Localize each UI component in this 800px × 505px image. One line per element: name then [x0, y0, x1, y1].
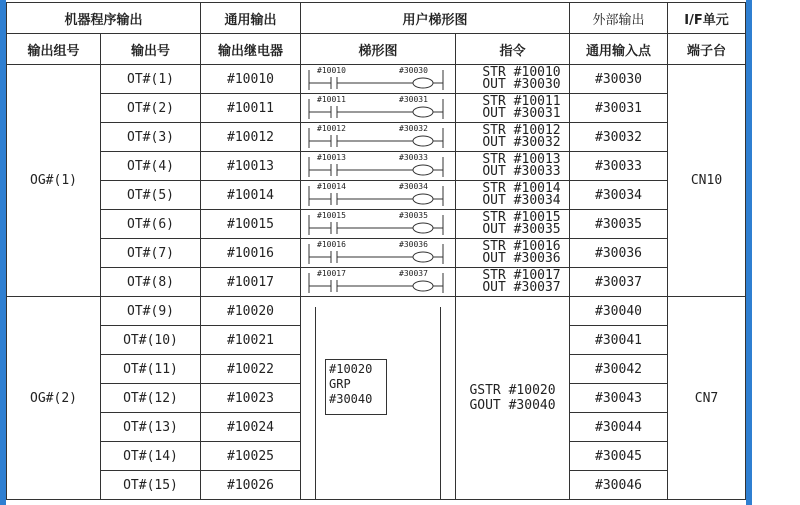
output-no-cell: OT#(14) — [101, 442, 201, 471]
general-input-cell: #30040 — [570, 297, 668, 326]
header-user-ladder: 用户梯形图 — [301, 3, 570, 34]
instruction-line-1: STR #10013 — [482, 152, 561, 167]
group-instruction-line: GSTR #10020 — [469, 383, 556, 398]
ladder-rung-cell — [301, 65, 456, 94]
general-input-cell: #30035 — [570, 210, 668, 239]
header-output-relay: 输出继电器 — [201, 34, 301, 65]
output-no-cell: OT#(12) — [101, 384, 201, 413]
output-no-cell: OT#(9) — [101, 297, 201, 326]
general-input-cell: #30032 — [570, 123, 668, 152]
grp-box-line: #30040 — [329, 392, 373, 406]
output-relay-cell: #10011 — [201, 94, 301, 123]
contact-label: #10012 — [317, 124, 346, 133]
io-allocation-table — [6, 2, 746, 500]
output-relay-cell: #10025 — [201, 442, 301, 471]
instruction-cell — [456, 210, 570, 239]
header-output-no: 输出号 — [101, 34, 201, 65]
group-2-body — [7, 297, 746, 500]
contact-label: #10011 — [317, 95, 346, 104]
ladder-rung — [307, 153, 447, 179]
general-input-cell: #30044 — [570, 413, 668, 442]
header-external-output: 外部输出 — [570, 3, 668, 34]
output-no-cell: OT#(5) — [101, 181, 201, 210]
header-if-unit: I/F单元 — [668, 3, 746, 34]
output-relay-cell: #10023 — [201, 384, 301, 413]
output-relay-cell: #10024 — [201, 413, 301, 442]
header-output-group: 输出组号 — [7, 34, 101, 65]
output-no-cell: OT#(13) — [101, 413, 201, 442]
instruction-line-2: OUT #30035 — [482, 222, 561, 237]
output-no-cell: OT#(6) — [101, 210, 201, 239]
table-row — [7, 152, 746, 181]
header-general-output: 通用输出 — [201, 3, 301, 34]
contact-label: #10010 — [317, 66, 346, 75]
ladder-rung — [307, 182, 447, 208]
output-relay-cell: #10013 — [201, 152, 301, 181]
ladder-rung-cell — [301, 181, 456, 210]
header-row-sub — [7, 34, 746, 65]
contact-label: #10013 — [317, 153, 346, 162]
header-instruction: 指令 — [456, 34, 570, 65]
general-input-cell: #30034 — [570, 181, 668, 210]
header-ladder: 梯形图 — [301, 34, 456, 65]
instruction-line-2: OUT #30030 — [482, 77, 561, 92]
instruction-cell — [456, 94, 570, 123]
instruction-line-2: OUT #30034 — [482, 193, 561, 208]
ladder-rung — [307, 269, 447, 295]
header-terminal: 端子台 — [668, 34, 746, 65]
table-row — [7, 268, 746, 297]
ladder-right-bus — [440, 307, 441, 499]
table-row — [7, 239, 746, 268]
general-input-cell: #30036 — [570, 239, 668, 268]
general-input-cell: #30043 — [570, 384, 668, 413]
output-relay-cell: #10016 — [201, 239, 301, 268]
output-no-cell: OT#(7) — [101, 239, 201, 268]
contact-label: #10014 — [317, 182, 346, 191]
ladder-rung-cell — [301, 123, 456, 152]
ladder-rung — [307, 211, 447, 237]
output-relay-cell: #10012 — [201, 123, 301, 152]
output-relay-cell: #10010 — [201, 65, 301, 94]
header-general-input: 通用输入点 — [570, 34, 668, 65]
group-instruction-cell — [456, 297, 570, 500]
general-input-cell: #30046 — [570, 471, 668, 500]
instruction-line-2: OUT #30031 — [482, 106, 561, 121]
coil-label: #30035 — [399, 211, 428, 220]
instruction-cell — [456, 65, 570, 94]
output-no-cell: OT#(4) — [101, 152, 201, 181]
ladder-rung — [307, 240, 447, 266]
ladder-left-bus — [315, 307, 316, 499]
grp-box-line: GRP — [329, 377, 351, 391]
instruction-line-1: STR #10017 — [482, 268, 561, 283]
ladder-rung — [307, 66, 447, 92]
general-input-cell: #30045 — [570, 442, 668, 471]
output-relay-cell: #10015 — [201, 210, 301, 239]
terminal-cell: CN7 — [668, 297, 746, 500]
coil-label: #30033 — [399, 153, 428, 162]
general-input-cell: #30037 — [570, 268, 668, 297]
output-no-cell: OT#(8) — [101, 268, 201, 297]
table-row — [7, 94, 746, 123]
table-row — [7, 210, 746, 239]
coil-label: #30036 — [399, 240, 428, 249]
table-row — [7, 65, 746, 94]
instruction-line-1: STR #10012 — [482, 123, 561, 138]
instruction-cell — [456, 268, 570, 297]
instruction-line-1: STR #10010 — [482, 65, 561, 80]
instruction-line-2: OUT #30037 — [482, 280, 561, 295]
coil-label: #30032 — [399, 124, 428, 133]
table-row — [7, 181, 746, 210]
output-group-cell: OG#(1) — [7, 65, 101, 297]
contact-label: #10016 — [317, 240, 346, 249]
header-machine-program-output: 机器程序输出 — [7, 3, 201, 34]
coil-label: #30031 — [399, 95, 428, 104]
instruction-cell — [456, 239, 570, 268]
general-input-cell: #30041 — [570, 326, 668, 355]
output-relay-cell: #10021 — [201, 326, 301, 355]
output-relay-cell: #10020 — [201, 297, 301, 326]
output-no-cell: OT#(1) — [101, 65, 201, 94]
group-1-body — [7, 65, 746, 297]
general-input-cell: #30030 — [570, 65, 668, 94]
ladder-rung-cell — [301, 210, 456, 239]
coil-label: #30034 — [399, 182, 428, 191]
output-relay-cell: #10014 — [201, 181, 301, 210]
group-instruction-line: GOUT #30040 — [469, 398, 556, 413]
general-input-cell: #30042 — [570, 355, 668, 384]
instruction-line-2: OUT #30032 — [482, 135, 561, 150]
instruction-line-2: OUT #30036 — [482, 251, 561, 266]
output-relay-cell: #10017 — [201, 268, 301, 297]
instruction-line-1: STR #10011 — [482, 94, 561, 109]
instruction-line-1: STR #10015 — [482, 210, 561, 225]
table-row — [7, 123, 746, 152]
output-group-cell: OG#(2) — [7, 297, 101, 500]
instruction-cell — [456, 152, 570, 181]
grp-box-line: #10020 — [329, 362, 373, 376]
coil-label: #30030 — [399, 66, 428, 75]
output-no-cell: OT#(3) — [101, 123, 201, 152]
ladder-rung — [307, 124, 447, 150]
header-row-top — [7, 3, 746, 34]
ladder-rung-cell — [301, 152, 456, 181]
instruction-cell — [456, 181, 570, 210]
instruction-line-1: STR #10014 — [482, 181, 561, 196]
instruction-line-1: STR #10016 — [482, 239, 561, 254]
instruction-line-2: OUT #30033 — [482, 164, 561, 179]
output-relay-cell: #10022 — [201, 355, 301, 384]
instruction-cell — [456, 123, 570, 152]
ladder-rung-cell — [301, 239, 456, 268]
general-input-cell: #30033 — [570, 152, 668, 181]
ladder-rung-cell — [301, 268, 456, 297]
output-no-cell: OT#(10) — [101, 326, 201, 355]
output-no-cell: OT#(15) — [101, 471, 201, 500]
ladder-rung-cell — [301, 94, 456, 123]
right-margin — [752, 0, 800, 505]
grp-function-box — [325, 359, 387, 415]
table-row — [7, 297, 746, 326]
ladder-rung — [307, 95, 447, 121]
output-relay-cell: #10026 — [201, 471, 301, 500]
output-no-cell: OT#(2) — [101, 94, 201, 123]
contact-label: #10017 — [317, 269, 346, 278]
output-no-cell: OT#(11) — [101, 355, 201, 384]
general-input-cell: #30031 — [570, 94, 668, 123]
group-ladder-cell — [301, 297, 456, 500]
coil-label: #30037 — [399, 269, 428, 278]
contact-label: #10015 — [317, 211, 346, 220]
terminal-cell: CN10 — [668, 65, 746, 297]
